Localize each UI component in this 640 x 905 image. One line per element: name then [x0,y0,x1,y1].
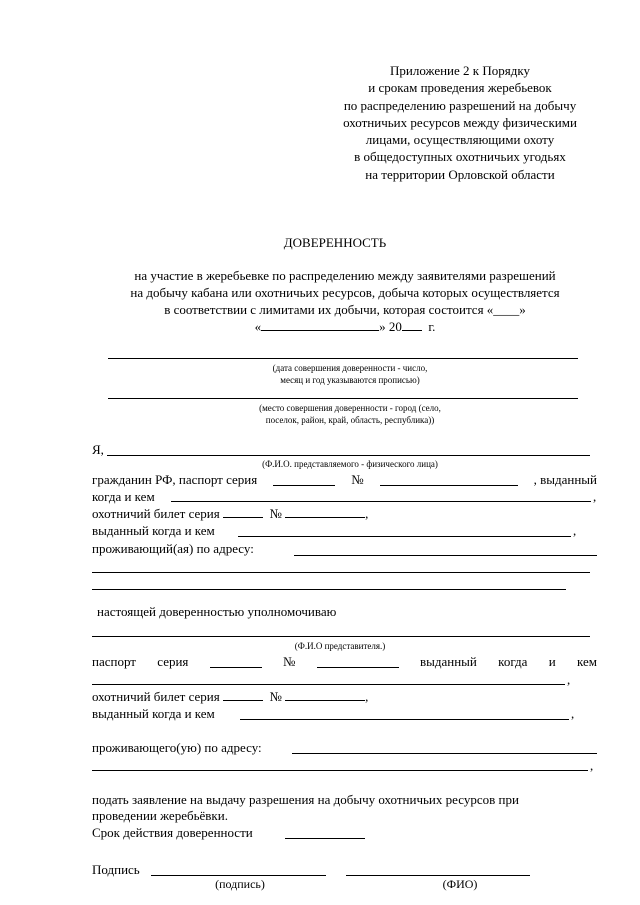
passport-series-field[interactable] [273,474,335,486]
ticket-issued-label: выданный когда и кем [92,523,215,538]
ya-label: Я, [92,442,104,457]
rep-ticket-number-field[interactable] [285,689,365,701]
document-title: ДОВЕРЕННОСТЬ [283,235,387,250]
rep-ticket-issuer-field[interactable] [240,719,569,720]
fio-hint: (ФИО) [442,877,478,891]
appendix-line: лицами, осуществляющими охоту [365,132,555,148]
address-field-2[interactable] [92,572,590,573]
purpose-text [80,267,610,335]
date-hint-2: месяц и год указываются прописью) [280,375,420,385]
place-hint-2: поселок, район, край, область, республика)) [265,415,435,425]
rep-passport-issuer-field[interactable] [92,684,565,685]
rep-address-field-1[interactable] [292,753,597,754]
appendix-line: Приложение 2 к Порядку [390,63,530,78]
fio-field[interactable] [346,875,530,876]
appendix-line: на территории Орловской области [365,166,555,182]
address-field-3[interactable] [92,589,566,590]
place-of-issue-line[interactable] [108,398,578,399]
rep-ticket-issued-label: выданный когда и кем [92,706,215,721]
ticket-line: охотничий билет серия № , [92,506,369,521]
appendix-header [300,62,620,183]
rep-passport-line: паспорт серия № выданный когда и кем [92,654,597,669]
passport-number-field[interactable] [380,474,518,486]
purpose-line-1: на участие в жеребьевке по распределению между заявителями разрешений [134,268,556,283]
date-year-field[interactable] [402,319,422,331]
rep-ticket-line: охотничий билет серия № , [92,689,369,704]
purpose-line-3: в соответствии с лимитами их добычи, которая состоится «____» [164,302,526,317]
address-field-1[interactable] [294,555,597,556]
rep-passport-series-field[interactable] [210,656,262,668]
representative-hint: (Ф.И.О представителя.) [294,641,386,651]
ticket-issuer-field[interactable] [238,536,571,537]
appendix-line: охотничьих ресурсов между физическими [343,114,577,130]
residing-label: проживающий(ая) по адресу: [92,541,254,556]
signature-label: Подпись [92,862,140,877]
date-month-field[interactable] [261,319,379,331]
date-hint-1: (дата совершения доверенности - число, [272,363,428,373]
signature-field[interactable] [151,875,326,876]
representative-name-field[interactable] [92,636,590,637]
principal-name-field[interactable] [107,455,590,456]
principal-hint: (Ф.И.О. представляемого - физического лица) [262,459,438,469]
term-label: Срок действия доверенности [92,825,253,840]
appendix-line: по распределению разрешений на добычу [343,97,577,113]
closing-line-2: проведении жеребьёвки. [92,808,228,823]
sign-hint: (подпись) [215,877,265,891]
rep-passport-number-field[interactable] [317,656,399,668]
rep-address-field-2[interactable] [92,770,588,771]
ticket-number-field[interactable] [285,506,365,518]
rep-residing-label: проживающего(ую) по адресу: [92,740,262,755]
appendix-line: в общедоступных охотничьих угодьях [354,149,566,165]
ticket-series-field[interactable] [223,506,263,518]
closing-line-1: подать заявление на выдачу разрешения на добычу охотничьих ресурсов при [92,792,519,807]
citizen-line: гражданин РФ, паспорт серия № , выданный [92,472,597,487]
purpose-date-line: « » 20 г. [254,319,436,334]
place-hint-1: (место совершения доверенности - город (село, [259,403,441,413]
term-field[interactable] [285,838,365,839]
appendix-line: и срокам проведения жеребьевок [368,80,552,96]
passport-issuer-field[interactable] [171,501,591,502]
when-by-label: когда и кем [92,489,155,504]
rep-ticket-series-field[interactable] [223,689,263,701]
date-of-issue-line[interactable] [108,358,578,359]
purpose-line-2: на добычу кабана или охотничьих ресурсов, добыча которых осуществляется [130,285,560,300]
authorize-text: настоящей доверенностью уполномочиваю [97,604,337,619]
